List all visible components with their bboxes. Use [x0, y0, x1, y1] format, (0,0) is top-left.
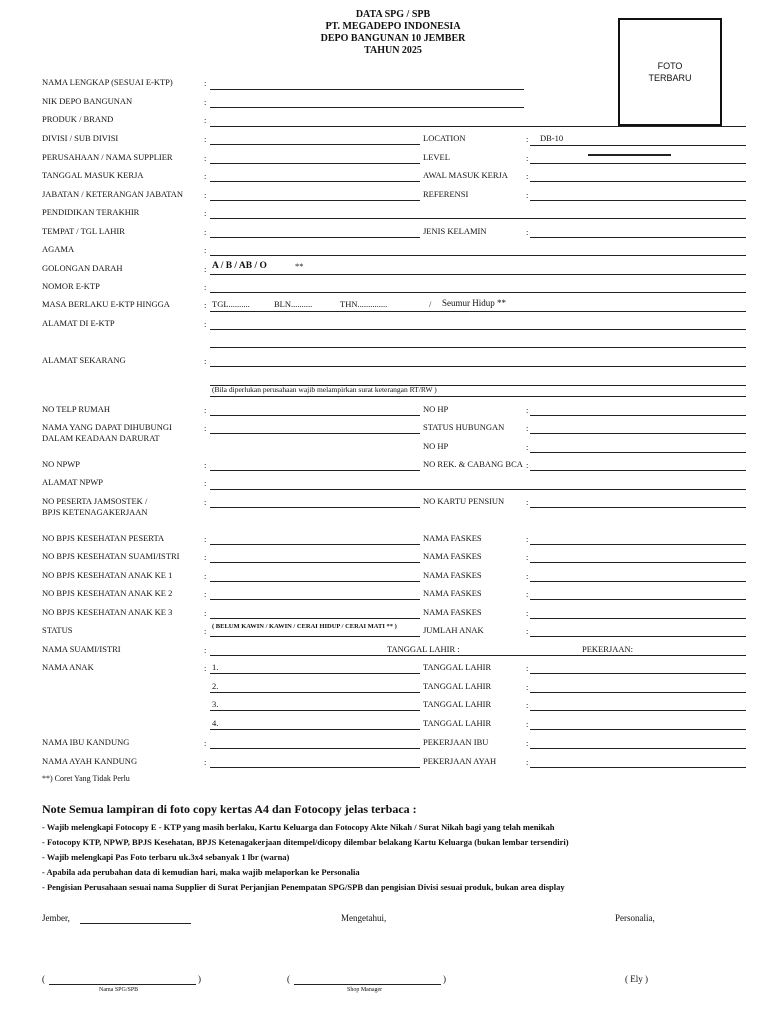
- colon: :: [204, 171, 207, 181]
- field-alamat-sekarang-1[interactable]: [210, 366, 746, 367]
- colon: :: [204, 356, 207, 366]
- field-divisi[interactable]: [210, 144, 420, 145]
- label-tanggal-masuk: TANGGAL MASUK KERJA: [42, 170, 144, 180]
- golongan-note: **: [295, 261, 304, 271]
- label-bpjs-peserta: NO BPJS KESEHATAN PESERTA: [42, 533, 165, 543]
- field-tempat-lahir[interactable]: [210, 237, 420, 238]
- label-pekerjaan-suami: PEKERJAAN:: [582, 644, 634, 654]
- field-tgl-lahir-anak4[interactable]: [530, 729, 746, 730]
- field-nama-lengkap[interactable]: [210, 89, 524, 90]
- colon: :: [204, 405, 207, 415]
- label-tgl-lahir-anak2: TANGGAL LAHIR: [423, 681, 492, 691]
- field-jenis-kelamin[interactable]: [530, 237, 746, 238]
- label-bpjs-anak1: NO BPJS KESEHATAN ANAK KE 1: [42, 570, 173, 580]
- label-agama: AGAMA: [42, 244, 75, 254]
- colon: :: [526, 589, 529, 599]
- field-awal-masuk[interactable]: [530, 181, 746, 182]
- label-nama-anak: NAMA ANAK: [42, 662, 94, 672]
- colon: :: [204, 589, 207, 599]
- label-nomor-ektp: NOMOR E-KTP: [42, 281, 100, 291]
- colon: :: [204, 300, 207, 310]
- label-tgl-lahir-anak3: TANGGAL LAHIR: [423, 699, 492, 709]
- colon: :: [204, 208, 207, 218]
- field-anak-3[interactable]: [210, 710, 420, 711]
- colon: :: [204, 134, 207, 144]
- field-location[interactable]: [530, 145, 746, 146]
- field-anak-4[interactable]: [210, 729, 420, 730]
- label-alamat-npwp: ALAMAT NPWP: [42, 477, 104, 487]
- field-tgl-lahir-anak2[interactable]: [530, 692, 746, 693]
- colon: :: [526, 682, 529, 692]
- colon: :: [526, 442, 529, 452]
- anak-number-1: 1.: [212, 662, 219, 672]
- label-no-rek: NO REK. & CABANG BCA: [423, 459, 523, 469]
- colon: :: [204, 460, 207, 470]
- field-perusahaan[interactable]: [210, 163, 420, 164]
- field-status: [210, 636, 420, 637]
- field-no-rek[interactable]: [530, 470, 746, 471]
- field-produk[interactable]: [210, 126, 746, 127]
- label-bpjs-anak2: NO BPJS KESEHATAN ANAK KE 2: [42, 588, 173, 598]
- label-nama-suami: NAMA SUAMI/ISTRI: [42, 644, 121, 654]
- field-pendidikan[interactable]: [210, 218, 746, 219]
- label-alamat-ektp: ALAMAT DI E-KTP: [42, 318, 115, 328]
- field-jamsostek[interactable]: [210, 507, 420, 508]
- colon: :: [526, 738, 529, 748]
- label-alamat-sekarang: ALAMAT SEKARANG: [42, 355, 126, 365]
- field-nama-suami[interactable]: [210, 655, 746, 656]
- colon: :: [526, 153, 529, 163]
- field-agama[interactable]: [210, 255, 746, 256]
- colon: :: [204, 190, 207, 200]
- colon: :: [204, 534, 207, 544]
- note-item: - Fotocopy KTP, NPWP, BPJS Kesehatan, BPJS Ketenagakerjaan ditempel/dicopy dilembar belakang Kartu Keluarga (bukan lembar tersendiri): [42, 837, 569, 847]
- field-bpjs-anak1[interactable]: [210, 581, 420, 582]
- colon: :: [204, 552, 207, 562]
- field-alamat-sekarang-3[interactable]: [210, 396, 746, 397]
- note-item: - Pengisian Perusahaan sesuai nama Supplier di Surat Perjanjian Penempatan SPG/SPB dan pengisian Divisi sesuai produk, bukan area display: [42, 882, 565, 892]
- label-darurat-2: DALAM KEADAAN DARURAT: [42, 433, 160, 443]
- sig-label-spg: Nama SPG/SPB: [99, 987, 139, 993]
- field-referensi[interactable]: [530, 200, 746, 201]
- location-value: DB-10: [540, 133, 564, 143]
- field-no-hp-darurat[interactable]: [530, 452, 746, 453]
- colon: :: [204, 626, 207, 636]
- sig-ely: ( Ely ): [625, 974, 648, 984]
- label-faskes-peserta: NAMA FASKES: [423, 533, 482, 543]
- sig-close-paren: ): [198, 974, 201, 984]
- sig-mengetahui: Mengetahui,: [341, 913, 387, 923]
- field-kartu-pensiun[interactable]: [530, 507, 746, 508]
- colon: :: [526, 663, 529, 673]
- field-tgl-lahir-anak3[interactable]: [530, 710, 746, 711]
- colon: :: [526, 534, 529, 544]
- label-npwp: NO NPWP: [42, 459, 81, 469]
- label-location: LOCATION: [423, 133, 466, 143]
- label-perusahaan: PERUSAHAAN / NAMA SUPPLIER: [42, 152, 173, 162]
- colon: :: [204, 227, 207, 237]
- field-tgl-lahir-anak1[interactable]: [530, 673, 746, 674]
- field-alamat-npwp[interactable]: [210, 489, 746, 490]
- label-pekerjaan-ayah: PEKERJAAN AYAH: [423, 756, 497, 766]
- field-nama-ayah[interactable]: [210, 767, 420, 768]
- field-darurat[interactable]: [210, 433, 420, 434]
- seumur-hidup[interactable]: Seumur Hidup **: [442, 298, 506, 308]
- field-faskes-anak1[interactable]: [530, 581, 746, 582]
- note-item: - Wajib melengkapi Pas Foto terbaru uk.3x4 sebanyak 1 lbr (warna): [42, 852, 290, 862]
- label-faskes-anak2: NAMA FASKES: [423, 588, 482, 598]
- label-produk: PRODUK / BRAND: [42, 114, 114, 124]
- field-bpjs-anak3[interactable]: [210, 618, 420, 619]
- store-name: DEPO BANGUNAN 10 JEMBER: [320, 33, 466, 44]
- colon: :: [526, 190, 529, 200]
- colon: :: [204, 608, 207, 618]
- colon: :: [204, 571, 207, 581]
- colon: :: [204, 245, 207, 255]
- field-faskes-peserta[interactable]: [530, 544, 746, 545]
- label-bpjs-suami: NO BPJS KESEHATAN SUAMI/ISTRI: [42, 551, 180, 561]
- photo-box: [618, 18, 722, 126]
- label-masa-berlaku: MASA BERLAKU E-KTP HINGGA: [42, 299, 170, 309]
- field-alamat-ektp-2[interactable]: [210, 347, 746, 348]
- label-golongan-darah: GOLONGAN DARAH: [42, 263, 123, 273]
- field-pekerjaan-ayah[interactable]: [530, 767, 746, 768]
- label-no-hp-darurat: NO HP: [423, 441, 449, 451]
- colon: :: [526, 497, 529, 507]
- label-kartu-pensiun: NO KARTU PENSIUN: [423, 496, 505, 506]
- label-divisi: DIVISI / SUB DIVISI: [42, 133, 119, 143]
- colon: :: [204, 478, 207, 488]
- photo-label: FOTO TERBARU: [648, 61, 692, 83]
- field-anak-2[interactable]: [210, 692, 420, 693]
- label-nama-ayah: NAMA AYAH KANDUNG: [42, 756, 138, 766]
- sig-close-paren: ): [443, 974, 446, 984]
- colon: :: [526, 405, 529, 415]
- field-anak-1[interactable]: [210, 673, 420, 674]
- colon: :: [204, 115, 207, 125]
- label-tempat-lahir: TEMPAT / TGL LAHIR: [42, 226, 125, 236]
- field-faskes-anak2[interactable]: [530, 599, 746, 600]
- colon: :: [204, 738, 207, 748]
- field-pekerjaan-ibu[interactable]: [530, 748, 746, 749]
- label-jamsostek-1: NO PESERTA JAMSOSTEK /: [42, 496, 148, 506]
- colon: :: [204, 97, 207, 107]
- colon: :: [526, 552, 529, 562]
- colon: :: [204, 282, 207, 292]
- label-bpjs-anak3: NO BPJS KESEHATAN ANAK KE 3: [42, 607, 173, 617]
- anak-number-4: 4.: [212, 718, 219, 728]
- notes-heading: Note Semua lampiran di foto copy kertas A4 dan Fotocopy jelas terbaca :: [42, 802, 417, 816]
- colon: :: [526, 700, 529, 710]
- field-bpjs-peserta[interactable]: [210, 544, 420, 545]
- masa-thn[interactable]: THN..............: [340, 299, 388, 309]
- field-bpjs-anak2[interactable]: [210, 599, 420, 600]
- field-bpjs-suami[interactable]: [210, 562, 420, 563]
- colon: :: [204, 497, 207, 507]
- colon: :: [526, 757, 529, 767]
- colon: :: [526, 227, 529, 237]
- sig-line-spg[interactable]: [49, 984, 196, 985]
- field-jumlah-anak[interactable]: [530, 636, 746, 637]
- label-tgl-lahir-anak1: TANGGAL LAHIR: [423, 662, 492, 672]
- sig-open-paren: (: [287, 974, 290, 984]
- golongan-options[interactable]: A / B / AB / O: [212, 261, 267, 271]
- field-nomor-ektp[interactable]: [210, 292, 746, 293]
- label-faskes-anak1: NAMA FASKES: [423, 570, 482, 580]
- label-referensi: REFERENSI: [423, 189, 469, 199]
- colon: :: [204, 153, 207, 163]
- label-nik: NIK DEPO BANGUNAN: [42, 96, 133, 106]
- label-pekerjaan-ibu: PEKERJAAN IBU: [423, 737, 489, 747]
- status-options[interactable]: ( BELUM KAWIN / KAWIN / CERAI HIDUP / CERAI MATI ** ): [212, 623, 397, 630]
- label-awal-masuk: AWAL MASUK KERJA: [423, 170, 508, 180]
- label-nama-ibu: NAMA IBU KANDUNG: [42, 737, 130, 747]
- coret-note: **) Coret Yang Tidak Perlu: [42, 774, 130, 783]
- label-nama-lengkap: NAMA LENGKAP (SESUAI E-KTP): [42, 77, 173, 87]
- label-tgl-lahir-anak4: TANGGAL LAHIR: [423, 718, 492, 728]
- field-nik[interactable]: [210, 107, 524, 108]
- masa-slash: /: [429, 299, 432, 309]
- sig-line-manager[interactable]: [294, 984, 441, 985]
- field-jember-date[interactable]: [80, 923, 191, 924]
- form-title: DATA SPG / SPB: [355, 9, 431, 20]
- colon: :: [526, 460, 529, 470]
- field-golongan-darah: [210, 274, 746, 275]
- colon: :: [526, 134, 529, 144]
- label-status-hubungan: STATUS HUBUNGAN: [423, 422, 505, 432]
- label-darurat-1: NAMA YANG DAPAT DIHUBUNGI: [42, 422, 172, 432]
- sig-open-paren: (: [42, 974, 45, 984]
- label-level: LEVEL: [423, 152, 450, 162]
- field-faskes-suami[interactable]: [530, 562, 746, 563]
- alamat-note: (Bila diperlukan perusahaan wajib melampirkan surat keterangan RT/RW ): [212, 385, 437, 394]
- field-alamat-ektp-1[interactable]: [210, 329, 746, 330]
- label-jamsostek-2: BPJS KETENAGAKERJAAN: [42, 507, 148, 517]
- sig-personalia: Personalia,: [615, 913, 655, 923]
- label-faskes-anak3: NAMA FASKES: [423, 607, 482, 617]
- label-pendidikan: PENDIDIKAN TERAKHIR: [42, 207, 140, 217]
- field-nama-ibu[interactable]: [210, 748, 420, 749]
- label-telp-rumah: NO TELP RUMAH: [42, 404, 111, 414]
- label-no-hp: NO HP: [423, 404, 449, 414]
- masa-bln[interactable]: BLN..........: [274, 299, 313, 309]
- colon: :: [526, 171, 529, 181]
- label-faskes-suami: NAMA FASKES: [423, 551, 482, 561]
- colon: :: [204, 645, 207, 655]
- field-tanggal-masuk[interactable]: [210, 181, 420, 182]
- field-faskes-anak3[interactable]: [530, 618, 746, 619]
- colon: :: [526, 719, 529, 729]
- form-year: TAHUN 2025: [364, 45, 422, 56]
- field-no-hp[interactable]: [530, 415, 746, 416]
- colon: :: [204, 757, 207, 767]
- label-tanggal-lahir-suami: TANGGAL LAHIR :: [387, 644, 460, 654]
- label-jabatan: JABATAN / KETERANGAN JABATAN: [42, 189, 184, 199]
- anak-number-3: 3.: [212, 699, 219, 709]
- label-jenis-kelamin: JENIS KELAMIN: [423, 226, 487, 236]
- anak-number-2: 2.: [212, 681, 219, 691]
- note-item: - Wajib melengkapi Fotocopy E - KTP yang masih berlaku, Kartu Keluarga dan Fotocopy Akte Nikah / Surat Nikah bagi yang telah menikah: [42, 822, 555, 832]
- colon: :: [526, 608, 529, 618]
- colon: :: [526, 571, 529, 581]
- label-jumlah-anak: JUMLAH ANAK: [423, 625, 484, 635]
- company-name: PT. MEGADEPO INDONESIA: [325, 21, 461, 32]
- field-telp-rumah[interactable]: [210, 415, 420, 416]
- colon: :: [204, 319, 207, 329]
- colon: :: [204, 78, 207, 88]
- colon: :: [204, 423, 207, 433]
- field-jabatan[interactable]: [210, 200, 420, 201]
- field-level[interactable]: [530, 163, 746, 164]
- level-mark: [588, 154, 671, 156]
- sig-label-manager: Shop Manager: [347, 987, 383, 993]
- field-masa-berlaku: [210, 311, 746, 312]
- colon: :: [526, 423, 529, 433]
- masa-tgl[interactable]: TGL..........: [212, 299, 250, 309]
- colon: :: [204, 663, 207, 673]
- field-npwp[interactable]: [210, 470, 420, 471]
- field-status-hubungan[interactable]: [530, 433, 746, 434]
- colon: :: [204, 264, 207, 274]
- colon: :: [526, 626, 529, 636]
- note-item: - Apabila ada perubahan data di kemudian hari, maka wajib melaporkan ke Personalia: [42, 867, 360, 877]
- label-status: STATUS: [42, 625, 73, 635]
- sig-jember: Jember,: [42, 913, 70, 923]
